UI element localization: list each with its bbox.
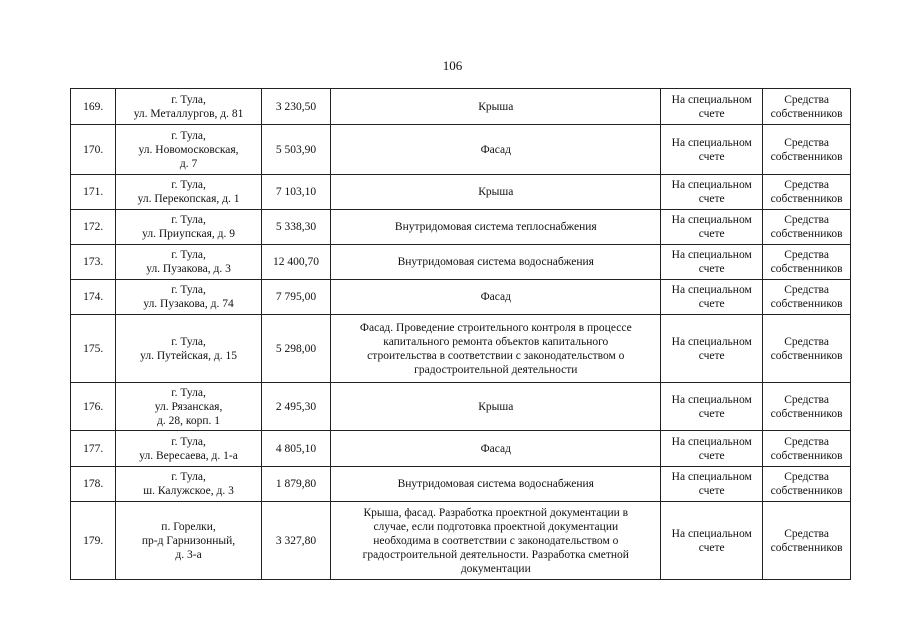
address-line: д. 7 <box>179 157 198 170</box>
address-line: ул. Металлургов, д. 81 <box>133 107 244 120</box>
row-number-cell: 171. <box>71 175 116 210</box>
account-cell: На специальном счете <box>661 175 763 210</box>
table-row <box>71 315 851 383</box>
address-line: ул. Пузакова, д. 74 <box>143 298 234 310</box>
row-number-cell: 174. <box>71 280 116 315</box>
area-cell: 5 298,00 <box>261 315 331 383</box>
funding-source-cell: Средства собственников <box>763 315 851 383</box>
work-type-cell <box>331 315 661 383</box>
capital-repair-table <box>70 88 851 580</box>
address-line: г. Тула, <box>171 214 206 226</box>
funding-source-cell: Средства собственников <box>763 245 851 280</box>
address-cell <box>116 175 261 210</box>
area-cell: 3 230,50 <box>261 89 331 125</box>
table-row <box>71 431 851 467</box>
area-cell: 1 879,80 <box>261 467 331 502</box>
table-row <box>71 210 851 245</box>
address-line: г. Тула, <box>171 249 206 261</box>
account-cell: На специальном счете <box>661 245 763 280</box>
address-cell <box>116 467 261 502</box>
funding-source-cell: Средства собственников <box>763 383 851 431</box>
address-line: д. 3-а <box>175 548 202 561</box>
work-type-cell <box>331 280 661 315</box>
address-cell <box>116 431 261 467</box>
work-type-line: капитального ремонта объектов капитального <box>383 335 609 348</box>
address-cell <box>116 502 261 580</box>
work-type-line: Внутридомовая система теплоснабжения <box>394 221 597 233</box>
row-number-cell: 179. <box>71 502 116 580</box>
work-type-line: градостроительной деятельности <box>414 363 578 376</box>
funding-source-cell: Средства собственников <box>763 175 851 210</box>
address-line: г. Тула, <box>171 179 206 191</box>
work-type-line: случае, если подготовка проектной документации <box>373 520 619 533</box>
row-number-cell: 169. <box>71 89 116 125</box>
area-cell: 7 103,10 <box>261 175 331 210</box>
account-cell: На специальном счете <box>661 280 763 315</box>
row-number-cell: 172. <box>71 210 116 245</box>
address-cell <box>116 89 261 125</box>
table-row <box>71 175 851 210</box>
account-cell: На специальном счете <box>661 210 763 245</box>
address-cell <box>116 210 261 245</box>
address-line: г. Тула, <box>171 284 206 296</box>
work-type-line: Крыша, фасад. Разработка проектной документации в <box>363 506 629 519</box>
work-type-line: строительства в соответствии с законодательством о <box>367 349 625 362</box>
funding-source-cell: Средства собственников <box>763 467 851 502</box>
work-type-line: градостроительной деятельности. Разработка сметной <box>362 548 629 561</box>
area-cell: 7 795,00 <box>261 280 331 315</box>
funding-source-cell: Средства собственников <box>763 280 851 315</box>
work-type-cell <box>331 245 661 280</box>
work-type-line: Крыша <box>478 400 514 413</box>
work-type-line: Крыша <box>478 186 514 198</box>
work-type-cell <box>331 383 661 431</box>
account-cell: На специальном счете <box>661 315 763 383</box>
table-row <box>71 245 851 280</box>
area-cell: 2 495,30 <box>261 383 331 431</box>
funding-source-cell: Средства собственников <box>763 210 851 245</box>
address-line: ш. Калужское, д. 3 <box>143 485 234 497</box>
table-row <box>71 280 851 315</box>
address-line: г. Тула, <box>171 386 206 399</box>
address-line: ул. Пузакова, д. 3 <box>146 263 231 275</box>
work-type-line: Внутридомовая система водоснабжения <box>397 478 594 490</box>
account-cell: На специальном счете <box>661 502 763 580</box>
work-type-line: Фасад. Проведение строительного контроля в процессе <box>359 321 632 334</box>
work-type-cell <box>331 175 661 210</box>
address-cell <box>116 315 261 383</box>
address-cell <box>116 383 261 431</box>
row-number-cell: 173. <box>71 245 116 280</box>
address-line: д. 28, корп. 1 <box>157 414 221 427</box>
row-number-cell: 176. <box>71 383 116 431</box>
area-cell: 5 338,30 <box>261 210 331 245</box>
address-line: ул. Перекопская, д. 1 <box>137 193 240 205</box>
address-line: ул. Путейская, д. 15 <box>140 349 237 362</box>
work-type-line: Фасад <box>480 442 511 455</box>
address-cell <box>116 280 261 315</box>
table-row <box>71 383 851 431</box>
area-cell: 5 503,90 <box>261 125 331 175</box>
work-type-line: Фасад <box>480 291 511 303</box>
address-line: ул. Новомосковская, <box>138 143 239 156</box>
row-number-cell: 178. <box>71 467 116 502</box>
funding-source-cell: Средства собственников <box>763 431 851 467</box>
work-type-cell <box>331 502 661 580</box>
area-cell: 12 400,70 <box>261 245 331 280</box>
table-row <box>71 89 851 125</box>
work-type-line: Фасад <box>480 143 511 156</box>
address-line: ул. Рязанская, <box>154 400 223 413</box>
work-type-line: Внутридомовая система водоснабжения <box>397 256 594 268</box>
address-line: г. Тула, <box>171 129 206 142</box>
row-number-cell: 175. <box>71 315 116 383</box>
address-line: г. Тула, <box>171 435 206 448</box>
account-cell: На специальном счете <box>661 89 763 125</box>
work-type-cell <box>331 125 661 175</box>
address-line: п. Горелки, <box>161 520 216 533</box>
account-cell: На специальном счете <box>661 431 763 467</box>
address-line: пр-д Гарнизонный, <box>141 534 236 547</box>
address-cell <box>116 245 261 280</box>
funding-source-cell: Средства собственников <box>763 125 851 175</box>
work-type-cell <box>331 210 661 245</box>
funding-source-cell: Средства собственников <box>763 502 851 580</box>
account-cell: На специальном счете <box>661 383 763 431</box>
address-line: ул. Вересаева, д. 1-а <box>139 449 238 462</box>
address-line: г. Тула, <box>171 93 206 106</box>
work-type-cell <box>331 467 661 502</box>
work-type-cell <box>331 431 661 467</box>
area-cell: 3 327,80 <box>261 502 331 580</box>
table-row <box>71 502 851 580</box>
area-cell: 4 805,10 <box>261 431 331 467</box>
work-type-cell <box>331 89 661 125</box>
account-cell: На специальном счете <box>661 467 763 502</box>
address-cell <box>116 125 261 175</box>
table-row <box>71 125 851 175</box>
work-type-line: документации <box>460 562 531 575</box>
account-cell: На специальном счете <box>661 125 763 175</box>
row-number-cell: 177. <box>71 431 116 467</box>
funding-source-cell: Средства собственников <box>763 89 851 125</box>
page-number: 106 <box>442 58 463 73</box>
table-body <box>71 89 851 580</box>
address-line: г. Тула, <box>171 471 206 483</box>
table-row <box>71 467 851 502</box>
work-type-line: Крыша <box>478 100 514 113</box>
address-line: ул. Приупская, д. 9 <box>142 228 235 240</box>
work-type-line: необходима в соответствии с законодательством о <box>373 534 619 547</box>
row-number-cell: 170. <box>71 125 116 175</box>
address-line: г. Тула, <box>171 335 206 348</box>
